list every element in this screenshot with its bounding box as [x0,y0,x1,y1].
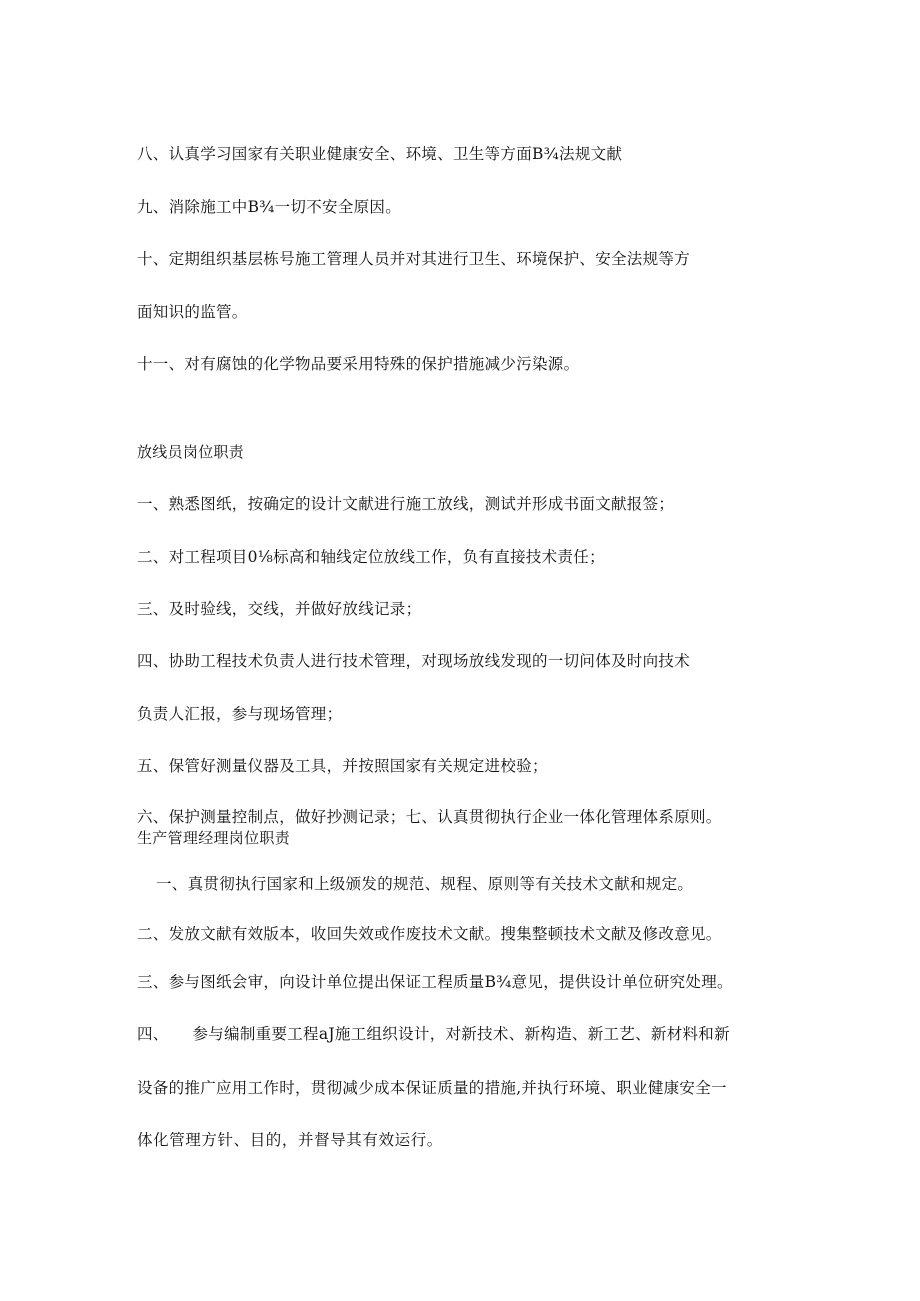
paragraph-item-8: 八、认真学习国家有关职业健康安全、环境、卫生等方面B¾法规文献 [137,145,623,163]
surveyor-item-3: 三、及时验线，交线，并做好放线记录； [137,600,422,618]
manager-item-3: 三、参与图纸会审，向设计单位提出保证工程质量B¾意见，提供设计单位研究处理。 [137,973,733,991]
paragraph-item-10: 十、定期组织基层栋号施工管理人员并对其进行卫生、环境保护、安全法规等方 [137,250,691,268]
manager-item-2: 二、发放文献有效版本，收回失效或作废技术文献。搜集整顿技术文献及修改意见。 [137,925,722,943]
section-heading-surveyor: 放线员岗位职责 [137,443,245,461]
manager-item-4-continued-2: 体化管理方针、目的，并督导其有效运行。 [137,1131,443,1149]
surveyor-item-1: 一、熟悉图纸，按确定的设计文献进行施工放线，测试并形成书面文献报签； [137,495,675,513]
manager-item-4-continued-1: 设备的推广应用工作时，贯彻减少成本保证质量的措施,并执行环境、职业健康安全一 [137,1079,727,1097]
manager-item-1: 一、真贯彻执行国家和上级颁发的规范、规程、原则等有关技术文献和规定。 [156,875,694,893]
manager-item-4: 四、 参与编制重要工程aJ施工组织设计，对新技术、新构造、新工艺、新材料和新 [137,1025,730,1043]
surveyor-item-6-7: 六、保护测量控制点，做好抄测记录；七、认真贯彻执行企业一体化管理体系原则。 [137,808,722,826]
section-heading-production-manager: 生产管理经理岗位职责 [137,829,291,847]
surveyor-item-4-continued: 负责人汇报，参与现场管理； [137,705,343,723]
paragraph-item-9: 九、消除施工中B¾一切不安全原因。 [137,198,402,216]
paragraph-item-10-continued: 面知识的监管。 [137,303,248,321]
surveyor-item-2: 二、对工程项目0⅛标高和轴线定位放线工作，负有直接技术责任； [137,548,605,566]
surveyor-item-4: 四、协助工程技术负责人进行技术管理，对现场放线发现的一切问体及时向技术 [137,652,691,670]
paragraph-item-11: 十一、对有腐蚀的化学物品要采用特殊的保护措施减少污染源。 [137,355,580,373]
surveyor-item-5: 五、保管好测量仪器及工具，并按照国家有关规定进校验； [137,757,548,775]
